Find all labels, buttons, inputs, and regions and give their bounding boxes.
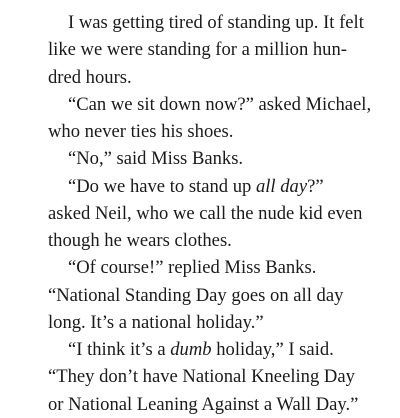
text-line (48, 391, 358, 418)
text-segment: holiday,” I said. (211, 339, 334, 360)
text-line (68, 145, 243, 172)
text-segment: “I think it’s a (68, 339, 171, 360)
text-line (48, 282, 343, 309)
text-segment: dred hours. (48, 67, 132, 88)
text-segment: “No,” said Miss Banks. (68, 148, 244, 169)
text-segment: “Can we sit down now?” asked Michael, (68, 94, 372, 115)
text-segment: “They don’t have National Kneeling Day (48, 366, 355, 387)
text-segment: “Do we have to stand up (68, 176, 256, 197)
text-line (68, 336, 334, 363)
text-segment: I was getting tired of standing up. It felt (68, 12, 364, 33)
text-line (68, 173, 324, 200)
text-line (48, 227, 232, 254)
text-line (48, 118, 233, 145)
text-line (48, 200, 362, 227)
text-segment: asked Neil, who we call the nude kid even (48, 203, 363, 224)
text-line (48, 363, 355, 390)
text-segment: who never ties his shoes. (48, 121, 234, 142)
text-line (68, 254, 316, 281)
text-segment: though he wears clothes. (48, 230, 232, 251)
text-segment: “National Standing Day goes on all day (48, 285, 344, 306)
text-line (48, 309, 264, 336)
text-segment: “Of course!” replied Miss Banks. (68, 257, 317, 278)
text-segment: or National Leaning Against a Wall Day.” (48, 394, 359, 415)
emphasis-text: all day (255, 176, 308, 197)
text-line (68, 9, 364, 36)
text-line (48, 64, 132, 91)
text-segment: like we were standing for a million hun- (48, 39, 347, 60)
emphasis-text: dumb (170, 339, 212, 360)
text-segment: ?” (307, 176, 324, 197)
text-line (48, 36, 347, 63)
text-segment: long. It’s a national holiday.” (48, 312, 264, 333)
text-line (68, 91, 371, 118)
